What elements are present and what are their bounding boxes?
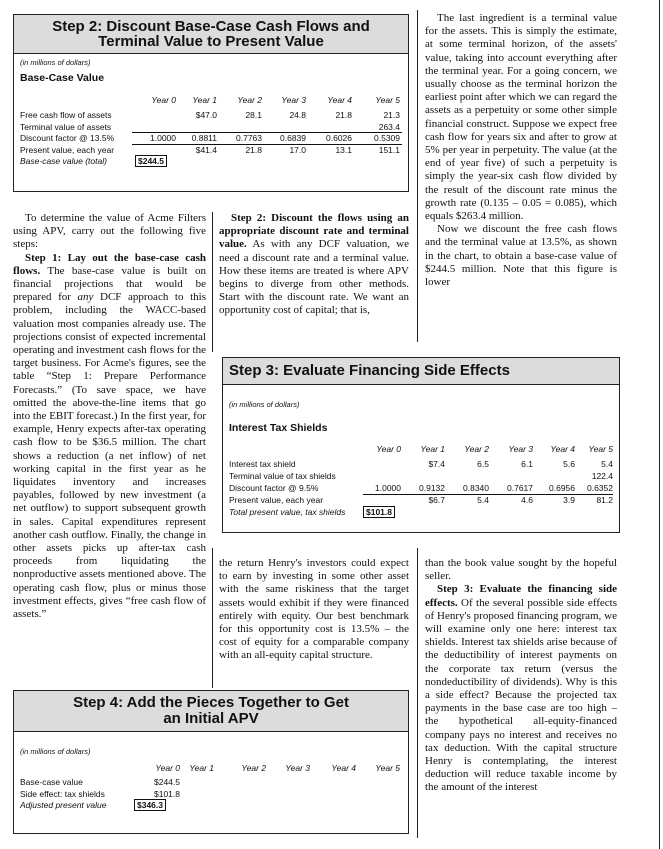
table-cell: 0.8811 <box>191 133 217 143</box>
step3-title: Step 3: Evaluate Financing Side Effects <box>223 358 619 385</box>
table-cell: $101.8 <box>154 788 180 799</box>
total-label: Total present value, tax shields <box>229 507 346 517</box>
table-cell: 0.5309 <box>374 133 400 143</box>
table-cell: 13.1 <box>335 144 352 155</box>
table-cell: 4.6 <box>521 495 533 505</box>
row-label: Present value, each year <box>20 144 115 155</box>
year-header: Year 2 <box>464 444 489 454</box>
table-cell: 21.8 <box>245 144 262 155</box>
row-label: Free cash flow of assets <box>20 110 112 120</box>
step3-units: (in millions of dollars) <box>229 400 300 409</box>
text-column-top-right <box>425 12 617 289</box>
paragraph-step3 <box>425 583 617 794</box>
step2-table <box>14 15 408 191</box>
column-rule-mid-bottom <box>212 548 213 688</box>
year-header: Year 5 <box>375 763 400 773</box>
row-label: Terminal value of tax shields <box>229 471 336 481</box>
step2-subhead: Base-Case Value <box>20 72 105 84</box>
step2-table-box <box>13 14 409 192</box>
paragraph-terminal-value: The last ingredient is a terminal value for the assets. This is simply the estimate, at some terminal horizon, of the assets' value, taking into account everything after the terminal year. For a going concern, we usually choose as the terminal horizon the earliest point after which we can regard the assets as a perpetuity or some other simple financial construct. Suppose we expect free cash flow for years six and after to grow at 5% per year in perpetuity. The value (at the end of year five) of such a perpetuity is simply the year-six cash flow divided by the result of the discount rate minus the growth rate (0.135 – 0.05 = 0.085), which equals $263.4 million. <box>425 12 617 223</box>
paragraph-opportunity-cost: the return Henry's investors could expect to earn by investing in some other asset with the same riskiness that the target assets would exhibit if they were financed entirely with equity. Our best benchmark for this opportunity cost is 13.5% – the cost of equity for a comparable company with an all-equity capital structure. <box>219 557 409 662</box>
table-cell: 263.4 <box>378 121 400 132</box>
table-cell: 0.9132 <box>419 483 445 493</box>
text-column-right-bottom <box>425 557 617 795</box>
table-cell: 0.7763 <box>236 133 262 143</box>
table-cell: 0.7617 <box>507 483 533 493</box>
step4-title-line1: Step 4: Add the Pieces Together to Get <box>73 694 349 711</box>
table-cell: 0.6026 <box>326 133 352 143</box>
table-cell: $7.4 <box>428 459 445 469</box>
table-cell: 28.1 <box>245 110 262 120</box>
page-edge-rule <box>659 0 660 849</box>
row-label: Base-case value <box>20 777 83 787</box>
text-column-middle-bottom <box>219 557 409 663</box>
table-cell: 1.0000 <box>150 133 176 143</box>
table-cell: 0.6956 <box>549 483 575 493</box>
year-header: Year 4 <box>327 95 352 105</box>
table-cell: 151.1 <box>378 144 400 155</box>
table-cell: 6.1 <box>521 459 533 469</box>
table-cell: 5.4 <box>477 495 489 505</box>
total-value: $244.5 <box>135 155 167 167</box>
step3-subhead: Interest Tax Shields <box>229 422 328 434</box>
step2-title-line2: Terminal Value to Present Value <box>98 33 324 50</box>
table-cell: 5.4 <box>601 459 613 469</box>
total-value: $101.8 <box>363 506 395 518</box>
year-header: Year 3 <box>281 95 306 105</box>
table-cell: 3.9 <box>563 495 575 505</box>
paragraph-step1 <box>13 252 206 622</box>
year-header: Year 4 <box>550 444 575 454</box>
paragraph-intro: To determine the value of Acme Filters using APV, carry out the following five steps: <box>13 212 206 251</box>
paragraph-step2 <box>219 212 409 318</box>
year-header: Year 5 <box>375 95 400 105</box>
step3-body: Of the several possible side effects of Henry's proposed financing program, we will examine only one here: interest tax shields. Interest tax shields arise because of the deductibility of interest payments on the corporate tax return (versus the nondeductibility of dividends). Why is this a side effect? Because the projected tax payments in the base case are too high – the hypothetical all-equity-financed company pays no interest and receives no tax deduction. With the capital structure Henry is contemplating, the interest deduction will reduce taxable income by the amount of the interest <box>425 596 617 794</box>
year-header: Year 0 <box>151 95 176 105</box>
step1-lead: Step 1: Lay out the base-case cash flows. <box>13 251 206 277</box>
row-label: Discount factor @ 13.5% <box>20 133 115 143</box>
step2-lead: Step 2: Discount the flows using an appropriate discount rate and terminal value. <box>219 212 409 251</box>
table-cell: 5.6 <box>563 459 575 469</box>
total-label: Base-case value (total) <box>20 156 107 166</box>
year-header: Year 3 <box>285 763 310 773</box>
step4-title-line2: an Initial APV <box>163 710 259 727</box>
year-header: Year 5 <box>588 444 613 454</box>
step4-units: (in millions of dollars) <box>20 747 91 756</box>
step2-title-line1: Step 2: Discount Base-Case Cash Flows and <box>52 18 370 35</box>
row-label: Side effect: tax shields <box>20 788 105 799</box>
column-rule-right-bottom <box>417 548 418 838</box>
table-cell: 1.0000 <box>375 483 401 493</box>
year-header: Year 1 <box>192 95 217 105</box>
table-cell: $47.0 <box>195 110 217 120</box>
year-header: Year 2 <box>237 95 262 105</box>
step1-body-a: The base-case value is built on financial projections that would be prepared for <box>13 264 206 304</box>
text-column-middle-top <box>219 212 409 318</box>
step4-table-box <box>13 690 409 834</box>
row-label: Present value, each year <box>229 495 324 505</box>
step1-body-b: DCF approach to this problem, including the WACC-based valuation most companies already use. The projections consist of expected incremental operating and investment cash flows for the target business. For Acme's figures, see the table “Step 1: Prepare Performance Forecasts.” (To save space, we have omitted the above-the-line items that go into the EBIT forecast.) In the first year, for example, Henry expects after-tax operating cash flow to be $36.5 million. The chart shows a reduction (a net inflow) of net working capital in the first year as he liquidates inventory and increases payables, followed by new investment (a net outflow) to support subsequent growth in sales. Capital expenditures represent another cash outflow. Finally, the change in other assets picks up after-tax cash proceeds from liquidating the nonproductive assets mentioned above. The operating cash flow, plus or minus those investment effects, gives “free cash flow of assets.” <box>13 291 206 621</box>
year-header: Year 0 <box>155 763 180 773</box>
table-cell: 21.3 <box>383 110 400 120</box>
step2-units: (in millions of dollars) <box>20 58 91 67</box>
column-rule-mid-top <box>212 212 213 352</box>
row-label: Discount factor @ 9.5% <box>229 483 319 493</box>
step3-table-box <box>222 357 620 533</box>
table-cell: 24.8 <box>289 110 306 120</box>
table-cell: $244.5 <box>154 777 180 787</box>
paragraph-discount-flows: Now we discount the free cash flows and the terminal value at 13.5%, as shown in the chart, to obtain a base-case value of $244.5 million. Note that this figure is lower <box>425 223 617 289</box>
table-cell: 21.8 <box>335 110 352 120</box>
table-cell: $41.4 <box>195 144 217 155</box>
table-cell: 81.2 <box>596 495 613 505</box>
step2-body: As with any DCF valuation, we need a discount rate and a terminal value. How these items are treated is where APV begins to diverge from other methods. Start with the discount rate. We want an opportunity cost of capital; that is, <box>219 238 409 317</box>
table-cell: 17.0 <box>289 144 306 155</box>
year-header: Year 4 <box>331 763 356 773</box>
step1-emphasis: any <box>77 291 94 304</box>
year-header: Year 3 <box>508 444 533 454</box>
table-cell: 0.6839 <box>280 133 306 143</box>
total-value: $346.3 <box>134 799 166 811</box>
paragraph-book-value: than the book value sought by the hopeful seller. <box>425 557 617 583</box>
step4-table <box>14 691 408 833</box>
table-cell: 0.8340 <box>463 483 489 493</box>
text-column-left <box>13 212 206 621</box>
year-header: Year 1 <box>189 763 214 773</box>
row-label: Interest tax shield <box>229 459 296 469</box>
table-cell: $6.7 <box>428 495 445 505</box>
table-cell: 122.4 <box>591 471 613 481</box>
row-label: Terminal value of assets <box>20 121 112 132</box>
table-cell: 6.5 <box>477 459 489 469</box>
year-header: Year 1 <box>420 444 445 454</box>
step3-table <box>223 358 619 532</box>
total-label: Adjusted present value <box>20 800 107 810</box>
step3-lead: Step 3: Evaluate the financing side effects. <box>425 583 617 609</box>
table-cell: 0.6352 <box>587 483 613 493</box>
year-header: Year 2 <box>241 763 266 773</box>
column-rule-right-top <box>417 10 418 342</box>
year-header: Year 0 <box>376 444 401 454</box>
